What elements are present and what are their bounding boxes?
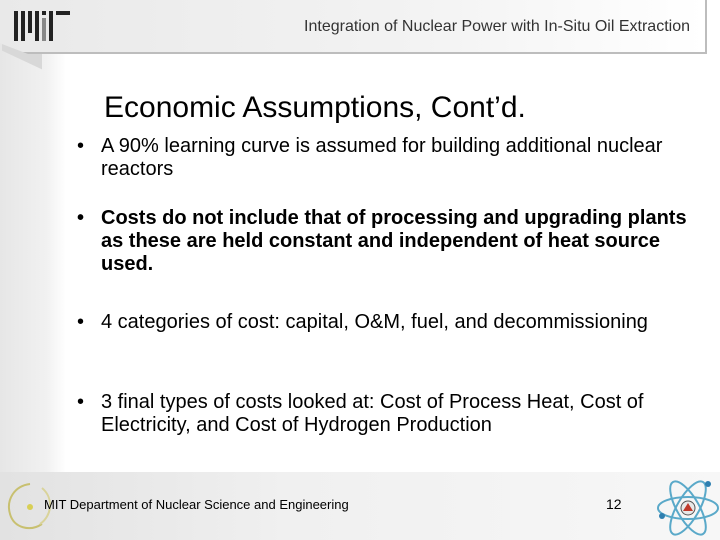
bullet-item	[74, 311, 648, 334]
bullet-item	[74, 207, 704, 276]
bullet-text: A 90% learning curve is assumed for building additional nuclear reactors	[101, 135, 663, 180]
mit-logo	[14, 10, 72, 42]
bullet-dot: •	[77, 135, 85, 157]
bullet-text: 3 final types of costs looked at: Cost of Process Heat, Cost of Electricity, and Cost of Hydrogen Production	[101, 391, 644, 436]
page-number: 12	[606, 496, 622, 512]
bullet-dot: •	[77, 391, 85, 413]
bullet-item	[74, 135, 704, 181]
bullet-dot: •	[77, 311, 85, 333]
bullet-text: 4 categories of cost: capital, O&M, fuel, and decommissioning	[101, 311, 648, 333]
atom-icon	[652, 470, 720, 540]
header-title: Integration of Nuclear Power with In-Situ Oil Extraction	[304, 18, 690, 35]
footer-department: MIT Department of Nuclear Science and Engineering	[44, 497, 349, 512]
slide-title: Economic Assumptions, Cont’d.	[104, 91, 526, 124]
bullet-dot: •	[77, 207, 85, 229]
bullet-text: Costs do not include that of processing and upgrading plants as these are held constant and independent of heat source used.	[101, 207, 687, 275]
left-sidebar-band	[0, 0, 66, 540]
slide-header	[0, 0, 720, 60]
bullet-item	[74, 391, 704, 437]
